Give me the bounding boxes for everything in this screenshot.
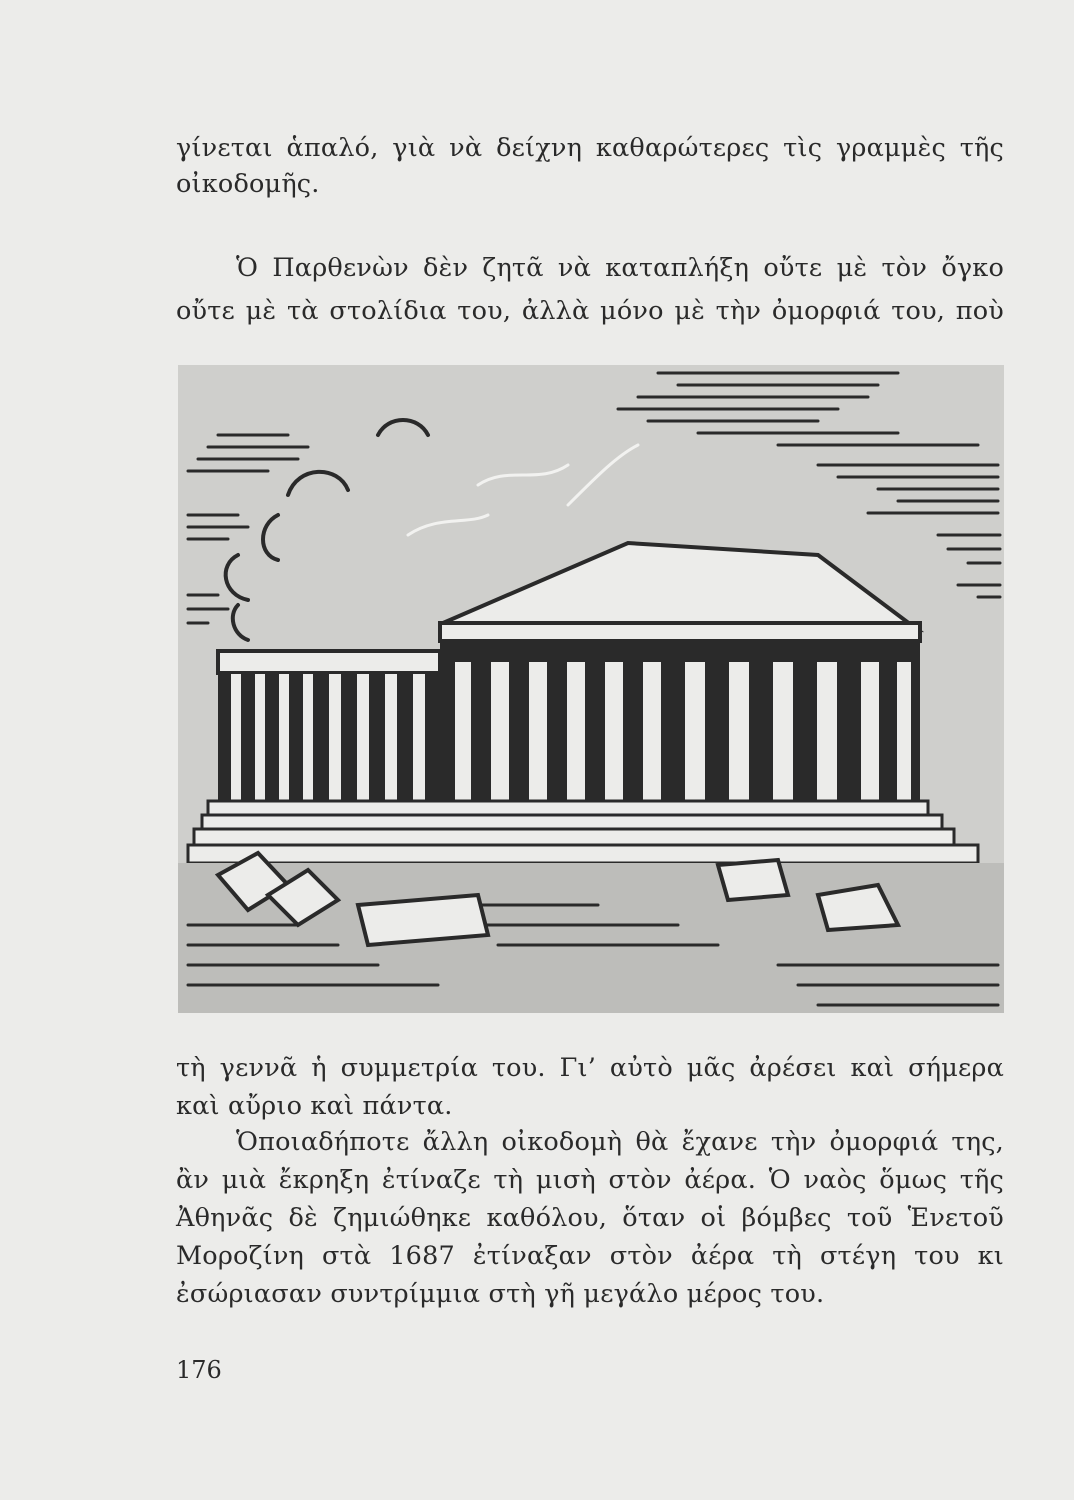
text-line: γίνεται ἁπαλό, γιὰ νὰ δείχνη καθαρώτερες τὶς γραμμὲς τῆς (176, 133, 1004, 163)
text-line: Ὁποιαδήποτε ἄλλη οἰκοδομὴ θὰ ἔχανε τὴν ὀμορφιά της, (236, 1127, 1004, 1157)
text-line: Μοροζίνη στὰ 1687 ἐτίναξαν στὸν ἀέρα τὴ στέγη του κι (176, 1241, 1004, 1271)
text-line: οὔτε μὲ τὰ στολίδια του, ἀλλὰ μόνο μὲ τὴν ὀμορφιά του, ποὺ (176, 296, 1004, 326)
text-line: τὴ γεννᾶ ἡ συμμετρία του. Γι’ αὐτὸ μᾶς ἀρέσει καὶ σήμερα (176, 1053, 1004, 1083)
parthenon-illustration (178, 365, 1004, 1013)
text-line: οἰκοδομῆς. (176, 169, 320, 199)
text-line: Ἀθηνᾶς δὲ ζημιώθηκε καθόλου, ὅταν οἱ βόμβες τοῦ Ἑνετοῦ (176, 1203, 1004, 1233)
text-line: ἂν μιὰ ἔκρηξη ἐτίναζε τὴ μισὴ στὸν ἀέρα. Ὁ ναὸς ὅμως τῆς (176, 1165, 1004, 1195)
text-line: ἐσώριασαν συντρίμμια στὴ γῆ μεγάλο μέρος του. (176, 1279, 825, 1309)
text-line: Ὁ Παρθενὼν δὲν ζητᾶ νὰ καταπλήξη οὔτε μὲ τὸν ὄγκο (236, 253, 1004, 283)
text-line: καὶ αὔριο καὶ πάντα. (176, 1091, 453, 1121)
page-number: 176 (176, 1356, 222, 1384)
